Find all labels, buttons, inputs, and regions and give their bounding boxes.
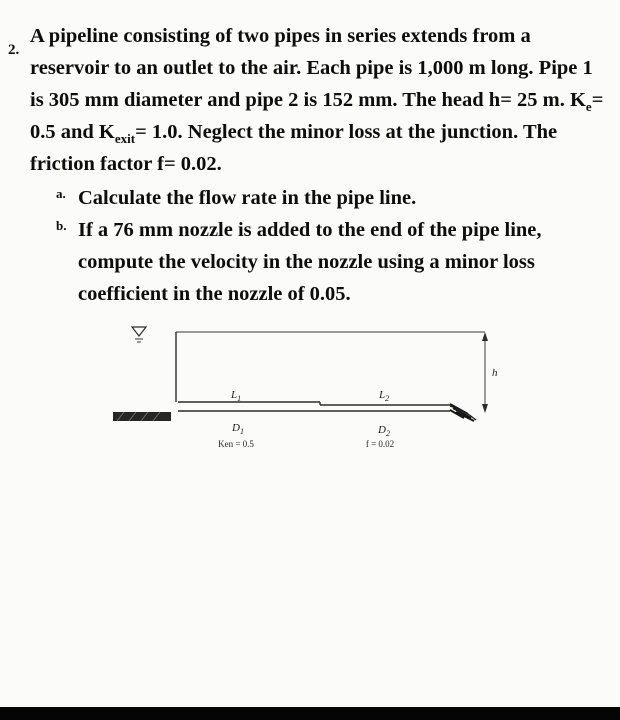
label-D2: $D_2$ — [378, 424, 390, 438]
label-h: h — [492, 367, 498, 379]
list-item-a — [56, 182, 602, 214]
pipe1-outline — [178, 402, 320, 411]
list-item-b — [56, 214, 602, 310]
problem-text: A pipeline consisting of two pipes in series extends from a reservoir to an outlet to the air. Each pipe is 1,000 m long. Pipe 1 is 305 mm diameter and pipe 2 is 152 mm. The head h= 25 m. $K_e= 0.5$ and $K_{exit}= 1.0$. Neglect the minor loss at the junction. The friction factor f= 0.02. — [30, 25, 604, 175]
label-D1: $D_1$ — [232, 422, 244, 436]
problem-items — [30, 182, 606, 310]
label-L1: $L_1$ — [230, 389, 242, 403]
pipe2-outline — [320, 405, 450, 411]
item-text-a: Calculate the flow rate in the pipe line. — [78, 187, 417, 209]
label-Ken: Ken = 0.5 — [218, 439, 254, 449]
item-marker-a: a. — [56, 186, 66, 201]
reservoir-wall-hatch — [113, 412, 171, 421]
nozzle-hatch — [450, 404, 476, 421]
pipeline-diagram — [108, 324, 508, 466]
item-text-b: If a 76 mm nozzle is added to the end of the pipe line, compute the velocity in the nozzle using a minor loss coefficient in the nozzle of 0.05. — [78, 219, 542, 305]
problem-number: 2. — [8, 42, 20, 58]
label-L2: $L_2$ — [378, 389, 390, 403]
pipeline-diagram-svg — [108, 324, 508, 466]
label-f: f = 0.02 — [365, 439, 395, 449]
water-surface-icon — [132, 327, 146, 342]
head-dimension-line — [482, 332, 488, 413]
scan-bottom-bar — [0, 707, 620, 720]
item-marker-b: b. — [56, 218, 67, 233]
